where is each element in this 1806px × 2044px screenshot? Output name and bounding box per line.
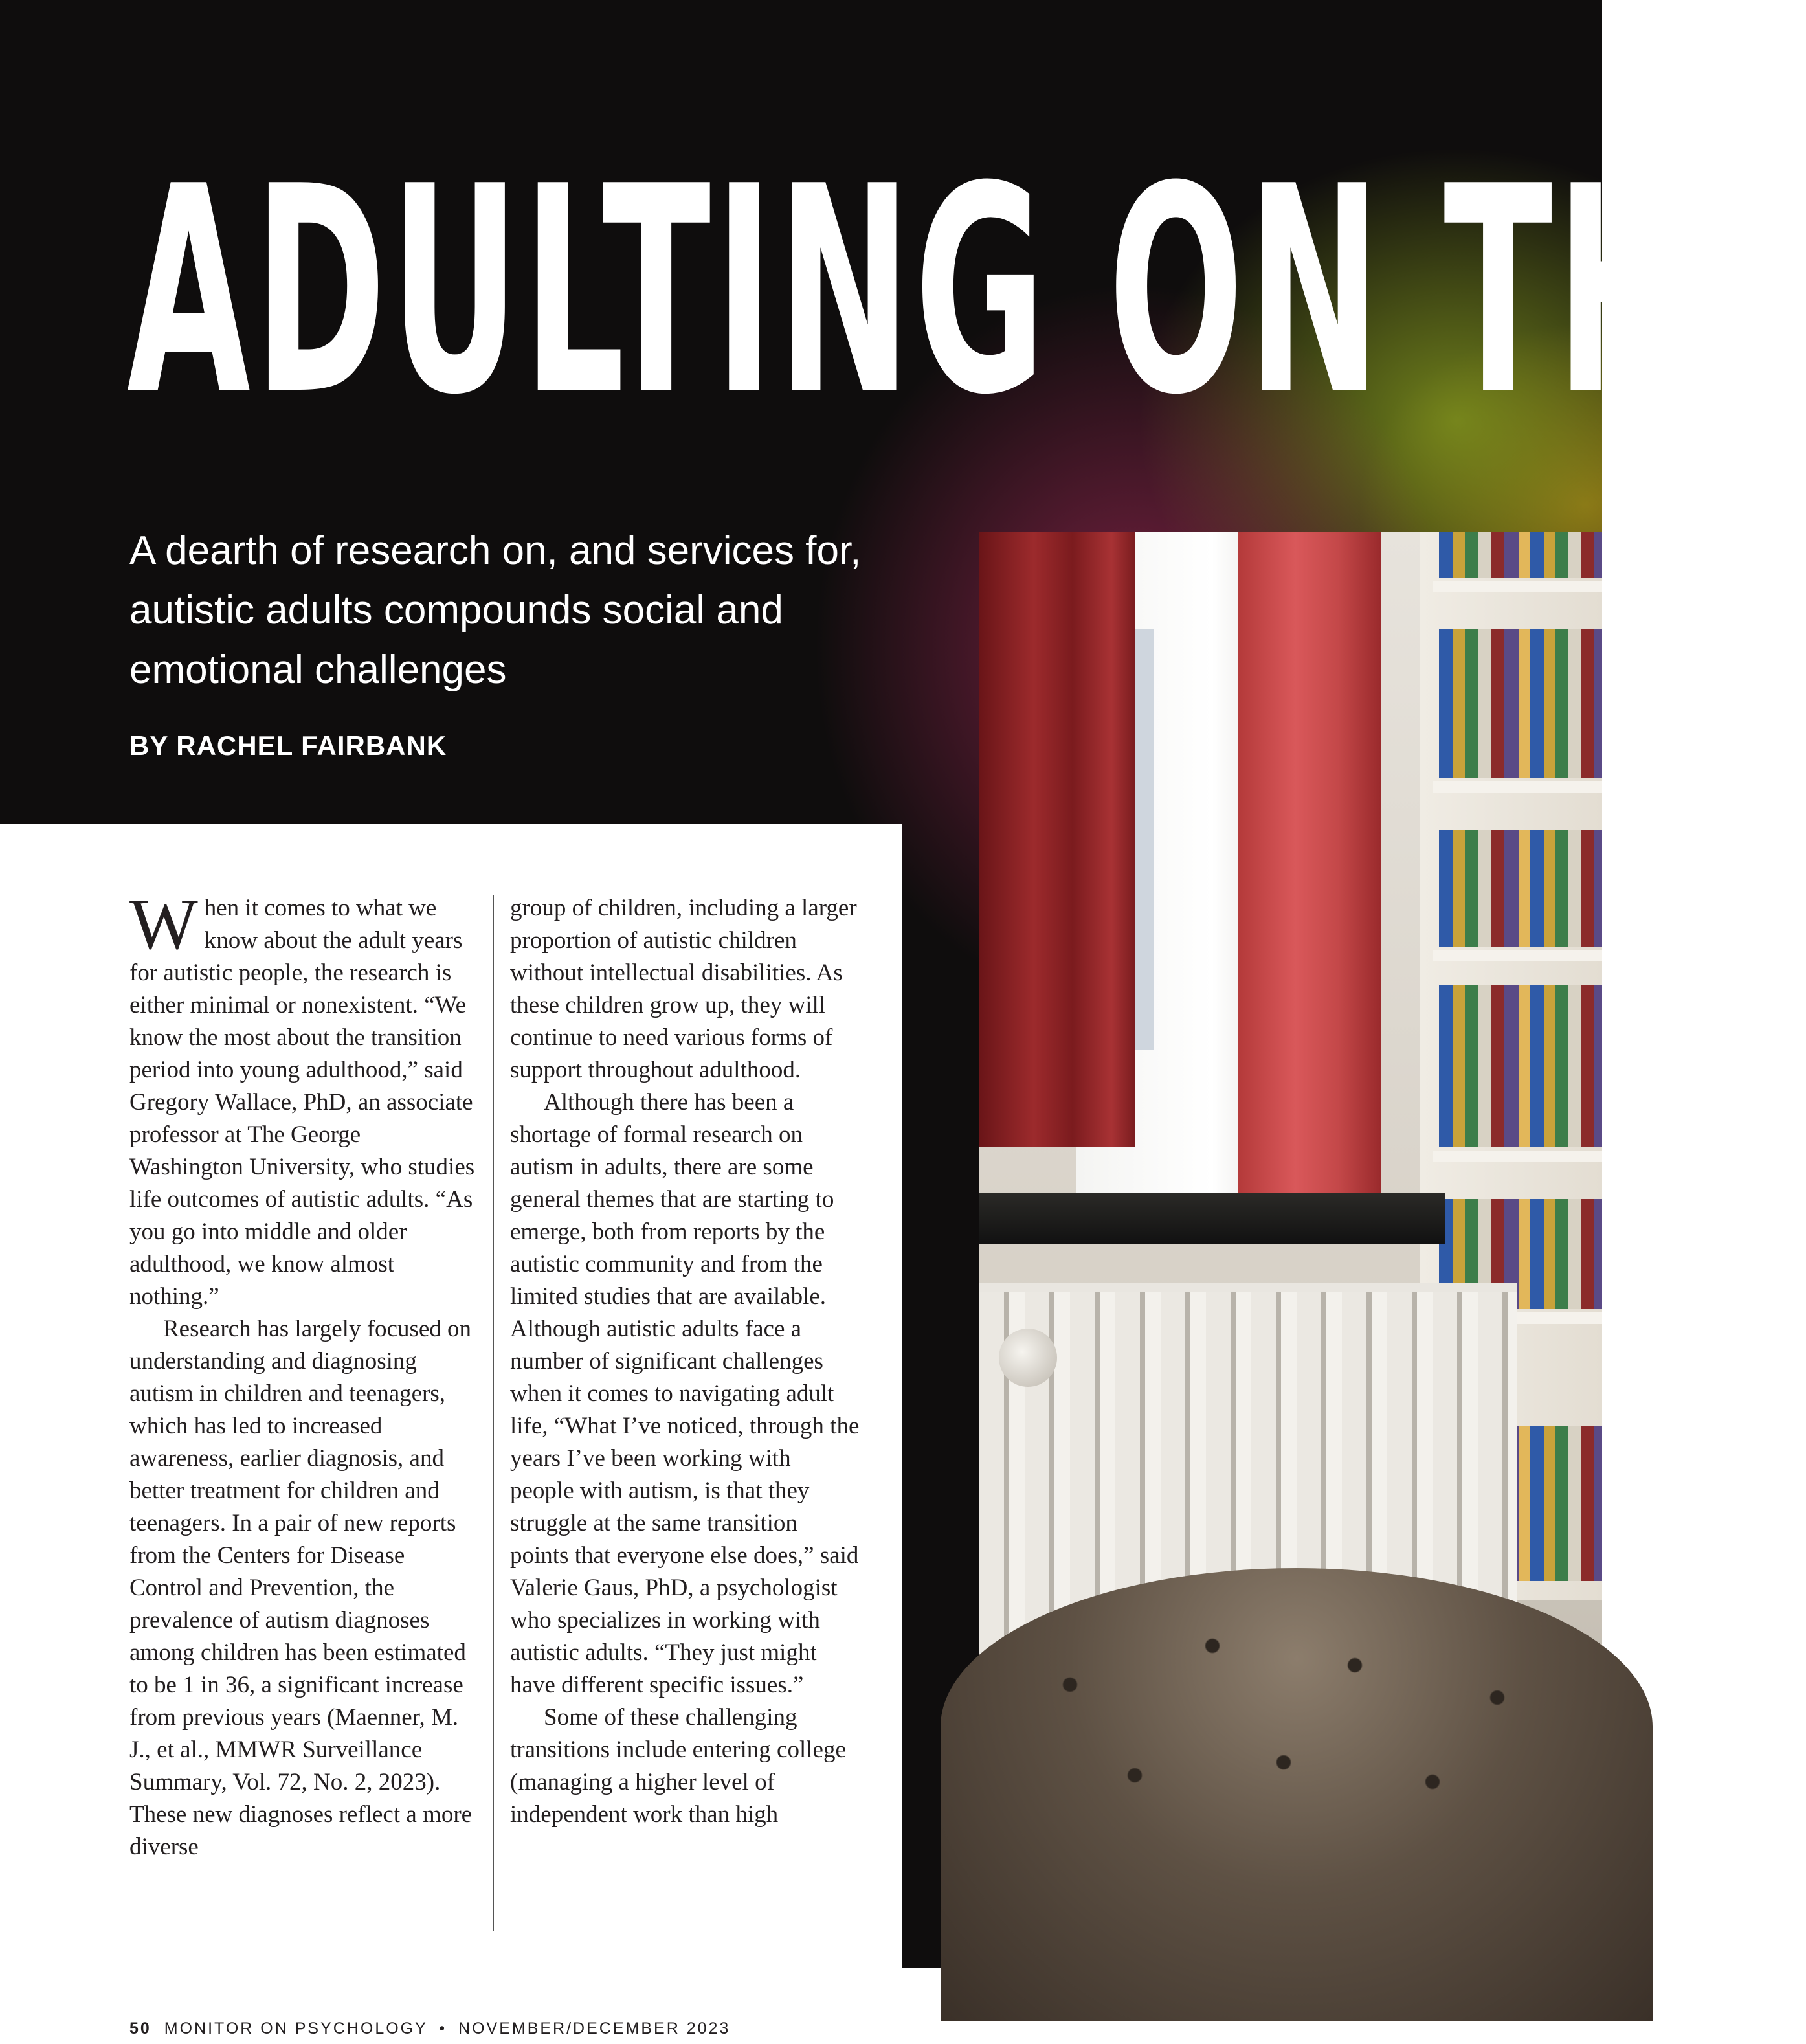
byline: BY RACHEL FAIRBANK [129,730,447,761]
room-photo [979,532,1602,1893]
paragraph: When it comes to what we know about the adult years for autistic people, the research is either minimal or nonexistent. “We know the most about the transition period into young adulthood,” said Gregory Wallace, PhD, an associate professor at The George Washington University, who studies life outcomes of autistic adults. “As you go into middle and older adulthood, we know almost nothing.” [129,884,475,1310]
article-column-2 [510,892,860,1831]
paragraph: Although there has been a shortage of formal research on autism in adults, there are some general themes that are starting to emerge, both from reports by the autistic community and from the limited studies that are available. Although autistic adults face a number of significant challenges when it comes to navigating adult life, “What I’ve noticed, through the years I’ve been working with people with autism, is that they struggle at the same transition points that everyone else does,” said Valerie Gaus, PhD, a psychologist who specializes in working with autistic adults. “They just might have different specific issues.” [510,1089,860,1698]
page-footer [129,2019,730,2038]
drop-cap: W [129,884,198,965]
publication-name: MONITOR ON PSYCHOLOGY [164,2019,428,2038]
deck-subtitle: A dearth of research on, and services for, autistic adults compounds social and emotional challenges [129,528,862,692]
paragraph: group of children, including a larger proportion of autistic children without intellectual disabilities. As these children grow up, they will continue to need various forms of support throughout adulthood. [510,895,857,1083]
page-number: 50 [129,2019,151,2038]
paragraph: Some of these challenging transitions include entering college (managing a higher level of independent work than high [510,1704,846,1828]
article-column-1 [129,884,479,1863]
headline: ADULTING ON THE [127,126,1806,457]
column-divider [493,895,494,1931]
paragraph: Research has largely focused on understanding and diagnosing autism in children and teenagers, which has led to increased awareness, earlier diagnosis, and better treatment for children and teenagers. In a pair of new reports from the Centers for Disease Control and Prevention, the prevalence of autism diagnoses among children has been estimated to be 1 in 36, a significant increase from previous years (Maenner, M. J., et al., MMWR Surveillance Summary, Vol. 72, No. 2, 2023). These new diagnoses reflect a more diverse [129,1316,473,1860]
issue-date: NOVEMBER/DECEMBER 2023 [458,2019,731,2038]
footer-separator: • [439,2019,447,2038]
